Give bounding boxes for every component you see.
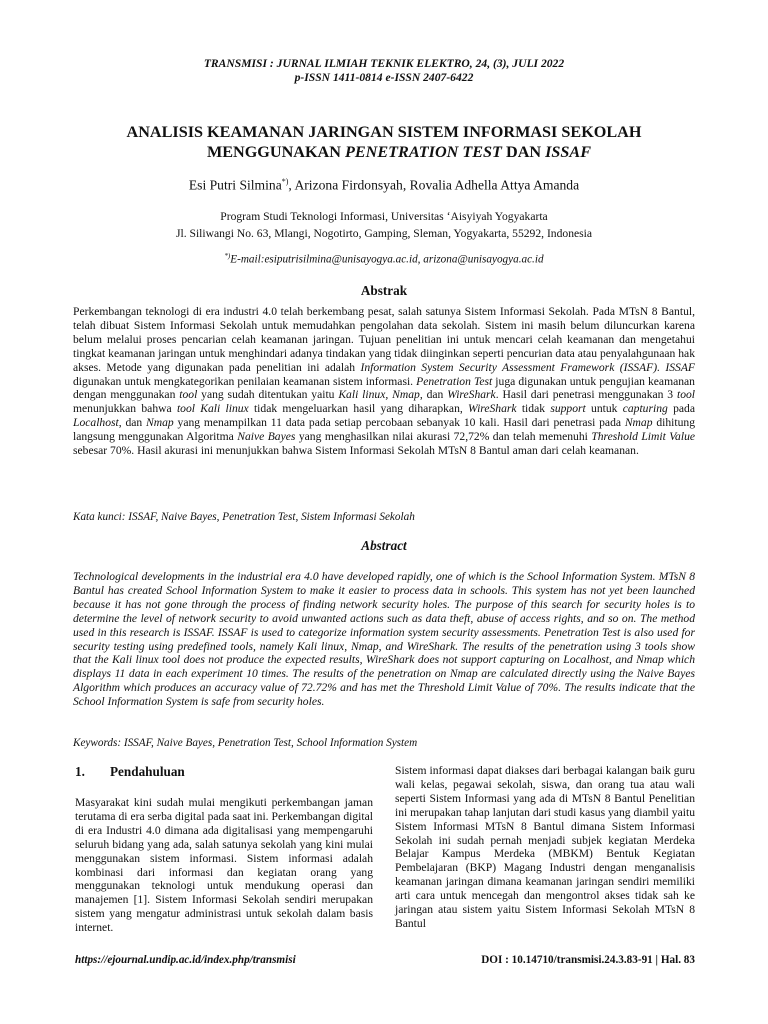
corresponding-mark: *)	[281, 177, 289, 186]
email-mark: *)	[224, 252, 231, 260]
section-number: 1.	[75, 764, 85, 779]
body-column-right: Sistem informasi dapat diakses dari berbagai kalangan baik guru wali kelas, pegawai sekolah, siswa, dan orang tua atau wali seperti Sistem Informasi yang ada di MTsN 8 Bantul Penelitian ini merupakan tahap lanjutan dari studi kasus yang diambil yaitu Sistem Informasi MTsN 8 Bantul dimana Sistem Informasi Sekolah ini sudah pernah menjadi subjek kegiatan Merdeka Belajar Kampus Merdeka (MBKM) Bentuk Kegiatan Pembelajaran (BKP) Magang Industri dengan menganalisis keamanan jaringan dimana keamanan jaringan sendiri memiliki arti cara untuk mencegah dan mengontrol akses tidak sah ke jaringan atau sistem yaitu Sistem Informasi Sekolah MTsN 8 Bantul	[395, 764, 695, 930]
author-first: Esi Putri Silmina	[188, 177, 282, 193]
body-column-left: Masyarakat kini sudah mulai mengikuti perkembangan jaman terutama di era serba digital pada saat ini. Perkembangan digital di era Industri 4.0 dimana ada digitalisasi yang mempengaruhi seluruh bidang yang ada, salah satunya sekolah yang kini mulai menggunakan sistem informasi. Sistem informasi adalah kombinasi dari informasi dan kegiatan orang yang menggunakan teknologi untuk mendukung operasi dan manajemen [1]. Sistem Informasi Sekolah sendiri merupakan sistem yang mengatur administrasi untuk sekolah dalam basis internet.	[75, 796, 373, 935]
journal-line: TRANSMISI : JURNAL ILMIAH TEKNIK ELEKTRO, 24, (3), JULI 2022	[203, 57, 565, 70]
title-line-1: ANALISIS KEAMANAN JARINGAN SISTEM INFORMASI SEKOLAH	[126, 123, 642, 141]
affiliation-line-2: Jl. Siliwangi No. 63, Mlangi, Nogotirto, Gamping, Sleman, Yogyakarta, 55292, Indonesia	[175, 227, 593, 240]
abstract-heading: Abstract	[361, 538, 407, 553]
title-line-2	[60, 142, 708, 162]
email-text: E-mail:esiputrisilmina@unisayogya.ac.id, arizona@unisayogya.ac.id	[230, 253, 544, 266]
author-list	[0, 177, 768, 194]
paper-title	[60, 122, 708, 162]
title-part: MENGGUNAKAN	[206, 143, 345, 161]
section-heading	[75, 764, 185, 780]
abstrak-heading: Abstrak	[360, 283, 408, 298]
title-part-italic: PENETRATION TEST	[345, 143, 502, 161]
footer-doi: DOI : 10.14710/transmisi.24.3.83-91 | Hal. 83	[481, 954, 695, 966]
section-title: Pendahuluan	[110, 764, 185, 779]
affiliation	[0, 208, 768, 242]
abstrak-body: Perkembangan teknologi di era industri 4.0 telah berkembang pesat, salah satunya Sistem Informasi Sekolah. Pada MTsN 8 Bantul, telah dibuat Sistem Informasi Sekolah untuk memudahkan pengolahan data sekolah. Sistem ini masih belum diluncurkan karena belum melalui proses pencarian celah keamanan jaringan. Tujuan penelitian ini untuk mencari celah keamanan dan mengetahui tingkat keamanan jaringan untuk menghindari adanya tindakan yang tidak diinginkan seperti pencurian data atau penyalahgunaan hak akses. Metode yang digunakan pada penelitian ini adalah Information System Security Assessment Framework (ISSAF). ISSAF digunakan untuk mengkategorikan penilaian keamanan sistem informasi. Penetration Test juga digunakan untuk pengujian keamanan dengan menggunakan tool yang sudah ditentukan yaitu Kali linux, Nmap, dan WireShark. Hasil dari penetrasi menggunakan 3 tool menunjukkan bahwa tool Kali linux tidak mengeluarkan hasil yang diharapkan, WireShark tidak support untuk capturing pada Localhost, dan Nmap yang menampilkan 11 data pada setiap percobaan sebanyak 10 kali. Hasil dari penetrasi pada Nmap dihitung langsung menggunakan Algoritma Naive Bayes yang menghasilkan nilai akurasi 72,72% dan telah memenuhi Threshold Limit Value sebesar 70%. Hasil akurasi ini menunjukkan bahwa Sistem Informasi Sekolah MTsN 8 Bantul aman dari celah keamanan.	[73, 305, 696, 458]
issn-line: p-ISSN 1411-0814 e-ISSN 2407-6422	[294, 71, 474, 84]
kata-kunci: Kata kunci: ISSAF, Naive Bayes, Penetration Test, Sistem Informasi Sekolah	[73, 511, 415, 523]
journal-header	[0, 57, 768, 85]
email-line	[0, 252, 768, 266]
author-rest: , Arizona Firdonsyah, Rovalia Adhella Attya Amanda	[288, 177, 580, 193]
abstract-body: Technological developments in the industrial era 4.0 have developed rapidly, one of which is the School Information System. MTsN 8 Bantul has created School Information System to make it easier to process data in schools. This system has not yet been launched because it has not gone through the process of finding network security holes. The purpose of this search for security holes is to determine the level of network security to avoid unwanted actions such as data theft, abuse of access rights, and so on. The method used in this research is ISSAF. ISSAF is used to categorize information system security assessments. Penetration Test is also used for security testing using predefined tools, namely Kali linux, Nmap, and WireShark. The results of the penetration using 3 tools show that the Kali linux tool does not produce the expected results, WireShark does not support capturing on Localhost, and Nmap which displays 11 data in each experiment 10 times. The results of the penetration on Nmap are calculated directly using the Naive Bayes Algorithm which produces an accuracy value of 72.72% and has met the Threshold Limit Value of 70%. The results indicate that the School Information System is safe from security holes.	[73, 570, 695, 709]
title-part: DAN	[501, 143, 546, 161]
title-part-italic: ISSAF	[545, 143, 592, 161]
footer-url: https://ejournal.undip.ac.id/index.php/transmisi	[75, 954, 296, 966]
affiliation-line-1: Program Studi Teknologi Informasi, Universitas ‘Aisyiyah Yogyakarta	[220, 210, 548, 223]
keywords: Keywords: ISSAF, Naive Bayes, Penetration Test, School Information System	[73, 737, 418, 749]
